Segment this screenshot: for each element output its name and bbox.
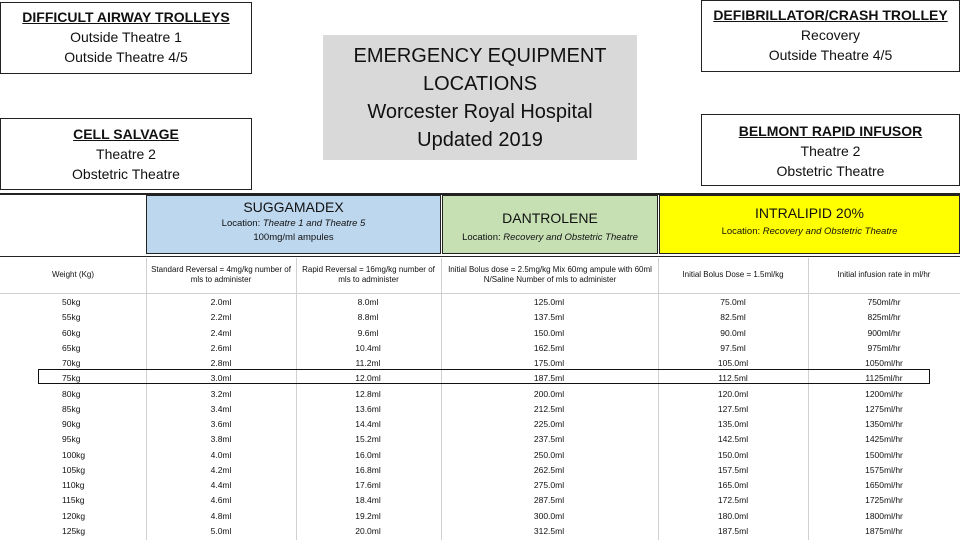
difficult-airway-line-1: Outside Theatre 1 xyxy=(70,29,182,45)
cell-infusion-rate: 1800ml/hr xyxy=(865,510,903,521)
cell-intralipid-bolus: 135.0ml xyxy=(717,419,749,429)
col-header-rapid-reversal: Rapid Reversal = 16mg/kg number of mls to administer xyxy=(302,265,435,284)
cell-rapid-reversal: 8.8ml xyxy=(357,312,379,323)
cell-intralipid-bolus: 150.0ml xyxy=(717,449,749,460)
cell-intralipid-bolus: 90.0ml xyxy=(720,327,746,338)
cell-infusion-rate: 1125ml/hr xyxy=(865,373,903,384)
cell-salvage-line-1: Theatre 2 xyxy=(96,146,156,162)
cell-weight: 80kg xyxy=(62,388,81,399)
table-row xyxy=(0,432,960,447)
intralipid-name: INTRALIPID 20% xyxy=(755,205,864,221)
cell-standard-reversal: 2.6ml xyxy=(210,342,232,353)
defibrillator-heading: DEFIBRILLATOR/CRASH TROLLEY xyxy=(713,7,948,23)
cell-standard-reversal: 3.8ml xyxy=(210,434,232,445)
cell-intralipid-bolus: 97.5ml xyxy=(720,342,746,353)
cell-intralipid-bolus: 105.0ml xyxy=(717,358,749,368)
cell-salvage-box xyxy=(0,118,252,190)
cell-rapid-reversal: 14.4ml xyxy=(355,419,381,429)
belmont-heading: BELMONT RAPID INFUSOR xyxy=(738,123,923,139)
cell-infusion-rate: 900ml/hr xyxy=(867,327,901,338)
title-line-4: Updated 2019 xyxy=(417,128,543,151)
table-row xyxy=(0,402,960,417)
col-header-dantrolene-bolus: Initial Bolus dose = 2.5mg/kg Mix 60mg ampule with 60ml N/Saline Number of mls to administer xyxy=(448,265,652,284)
cell-intralipid-bolus: 127.5ml xyxy=(717,403,749,414)
cell-dantrolene-bolus: 150.0ml xyxy=(533,327,565,338)
cell-infusion-rate: 1725ml/hr xyxy=(865,495,903,506)
cell-intralipid-bolus: 172.5ml xyxy=(717,495,749,506)
cell-standard-reversal: 2.4ml xyxy=(210,327,232,338)
cell-standard-reversal: 4.8ml xyxy=(210,510,232,521)
cell-infusion-rate: 1050ml/hr xyxy=(865,358,903,368)
table-row xyxy=(0,387,960,402)
cell-weight: 115kg xyxy=(62,495,85,506)
cell-dantrolene-bolus: 137.5ml xyxy=(533,312,565,323)
cell-rapid-reversal: 12.8ml xyxy=(355,388,381,399)
table-row xyxy=(0,448,960,463)
col-header-infusion-rate: Initial infusion rate in ml/hr xyxy=(837,270,931,279)
table-row xyxy=(0,463,960,478)
cell-standard-reversal: 5.0ml xyxy=(210,525,232,536)
cell-weight: 65kg xyxy=(62,342,81,353)
highlighted-row-outline xyxy=(38,369,930,384)
dantrolene-header xyxy=(442,195,658,254)
cell-weight: 90kg xyxy=(62,419,81,429)
cell-intralipid-bolus: 112.5ml xyxy=(718,373,748,384)
cell-salvage-heading: CELL SALVAGE xyxy=(73,126,179,142)
page-title xyxy=(323,35,637,160)
cell-weight: 60kg xyxy=(62,327,81,338)
belmont-line-1: Theatre 2 xyxy=(800,143,861,159)
cell-weight: 55kg xyxy=(62,312,81,323)
dantrolene-name: DANTROLENE xyxy=(502,210,598,226)
cell-dantrolene-bolus: 225.0ml xyxy=(533,419,565,429)
cell-dantrolene-bolus: 187.5ml xyxy=(533,373,565,384)
cell-standard-reversal: 3.6ml xyxy=(210,419,232,429)
cell-standard-reversal: 3.0ml xyxy=(210,373,232,384)
cell-infusion-rate: 1575ml/hr xyxy=(865,464,903,475)
cell-rapid-reversal: 17.6ml xyxy=(355,480,381,490)
cell-weight: 120kg xyxy=(62,510,86,521)
cell-weight: 105kg xyxy=(62,464,86,475)
cell-dantrolene-bolus: 300.0ml xyxy=(533,510,565,521)
grid-line xyxy=(0,256,960,257)
table-row xyxy=(0,310,960,325)
cell-weight: 110kg xyxy=(62,480,85,490)
cell-infusion-rate: 1425ml/hr xyxy=(865,434,903,445)
cell-rapid-reversal: 12.0ml xyxy=(355,373,381,384)
cell-rapid-reversal: 11.2ml xyxy=(355,358,381,368)
defibrillator-line-1: Recovery xyxy=(800,27,861,43)
cell-infusion-rate: 1350ml/hr xyxy=(865,419,903,429)
cell-intralipid-bolus: 165.0ml xyxy=(717,480,749,490)
cell-dantrolene-bolus: 250.0ml xyxy=(533,449,565,460)
cell-rapid-reversal: 19.2ml xyxy=(355,510,381,521)
difficult-airway-heading: DIFFICULT AIRWAY TROLLEYS xyxy=(22,9,230,25)
cell-dantrolene-bolus: 312.5ml xyxy=(533,525,565,536)
title-line-1: EMERGENCY EQUIPMENT xyxy=(353,44,607,67)
title-line-3: Worcester Royal Hospital xyxy=(367,100,593,123)
cell-weight: 100kg xyxy=(62,449,86,460)
cell-intralipid-bolus: 142.5ml xyxy=(717,434,749,445)
grid-line xyxy=(0,293,960,294)
suggamadex-header xyxy=(146,195,441,254)
cell-standard-reversal: 4.0ml xyxy=(210,449,232,460)
cell-standard-reversal: 4.6ml xyxy=(210,495,232,506)
cell-standard-reversal: 4.4ml xyxy=(210,480,232,490)
cell-rapid-reversal: 8.0ml xyxy=(357,297,379,307)
cell-rapid-reversal: 9.6ml xyxy=(357,327,379,338)
table-row xyxy=(0,509,960,524)
cell-rapid-reversal: 13.6ml xyxy=(355,403,381,414)
cell-intralipid-bolus: 180.0ml xyxy=(717,510,749,521)
cell-rapid-reversal: 16.8ml xyxy=(355,464,381,475)
cell-dantrolene-bolus: 212.5ml xyxy=(533,403,565,414)
cell-weight: 125kg xyxy=(62,525,86,536)
col-header-weight: Weight (Kg) xyxy=(51,270,95,279)
dantrolene-location: Location: Recovery and Obstetric Theatre xyxy=(462,232,638,243)
defibrillator-box xyxy=(701,0,960,72)
cell-infusion-rate: 975ml/hr xyxy=(867,342,901,353)
cell-rapid-reversal: 18.4ml xyxy=(355,495,381,506)
table-row xyxy=(0,417,960,432)
cell-infusion-rate: 1275ml/hr xyxy=(865,403,903,414)
intralipid-header xyxy=(659,195,960,254)
table-row xyxy=(0,341,960,356)
cell-salvage-line-2: Obstetric Theatre xyxy=(72,166,180,182)
cell-dantrolene-bolus: 162.5ml xyxy=(533,342,565,353)
cell-standard-reversal: 3.2ml xyxy=(210,388,232,399)
cell-standard-reversal: 2.8ml xyxy=(210,358,232,368)
belmont-box xyxy=(701,114,960,186)
cell-infusion-rate: 1500ml/hr xyxy=(865,449,903,460)
cell-standard-reversal: 4.2ml xyxy=(210,464,232,475)
cell-infusion-rate: 1200ml/hr xyxy=(865,388,903,399)
cell-dantrolene-bolus: 237.5ml xyxy=(533,434,565,445)
title-line-2: LOCATIONS xyxy=(422,72,538,95)
belmont-line-2: Obstetric Theatre xyxy=(776,163,885,179)
cell-weight: 85kg xyxy=(62,403,81,414)
cell-standard-reversal: 2.0ml xyxy=(210,297,232,307)
cell-dantrolene-bolus: 287.5ml xyxy=(533,495,565,506)
cell-weight: 70kg xyxy=(62,358,81,368)
cell-rapid-reversal: 10.4ml xyxy=(355,342,381,353)
cell-intralipid-bolus: 75.0ml xyxy=(720,297,746,307)
table-row xyxy=(0,493,960,508)
cell-rapid-reversal: 16.0ml xyxy=(355,449,381,460)
cell-dantrolene-bolus: 262.5ml xyxy=(533,464,565,475)
cell-standard-reversal: 2.2ml xyxy=(210,312,232,323)
col-header-intralipid-bolus: Initial Bolus Dose = 1.5ml/kg xyxy=(682,270,784,279)
cell-rapid-reversal: 20.0ml xyxy=(355,525,381,536)
defibrillator-line-2: Outside Theatre 4/5 xyxy=(768,47,893,63)
cell-dantrolene-bolus: 275.0ml xyxy=(533,480,565,490)
table-row xyxy=(0,524,960,539)
cell-dantrolene-bolus: 200.0ml xyxy=(533,388,565,399)
cell-rapid-reversal: 15.2ml xyxy=(355,434,381,445)
table-row xyxy=(0,478,960,493)
cell-intralipid-bolus: 120.0ml xyxy=(717,388,749,399)
difficult-airway-line-2: Outside Theatre 4/5 xyxy=(64,49,188,65)
cell-infusion-rate: 1875ml/hr xyxy=(865,525,903,536)
cell-weight: 95kg xyxy=(62,434,81,445)
cell-weight: 50kg xyxy=(62,297,81,307)
cell-dantrolene-bolus: 175.0ml xyxy=(533,358,565,368)
table-row xyxy=(0,295,960,310)
cell-infusion-rate: 825ml/hr xyxy=(867,312,901,323)
cell-weight: 75kg xyxy=(62,373,81,384)
intralipid-location: Location: Recovery and Obstetric Theatre xyxy=(721,226,898,237)
cell-dantrolene-bolus: 125.0ml xyxy=(533,297,565,307)
suggamadex-location: Location: Theatre 1 and Theatre 5 xyxy=(221,218,366,229)
suggamadex-note: 100mg/ml ampules xyxy=(253,232,334,243)
suggamadex-name: SUGGAMADEX xyxy=(243,199,344,215)
difficult-airway-box xyxy=(0,2,252,74)
cell-standard-reversal: 3.4ml xyxy=(210,403,232,414)
col-header-standard-reversal: Standard Reversal = 4mg/kg number of mls to administer xyxy=(151,265,291,284)
cell-intralipid-bolus: 187.5ml xyxy=(717,525,749,536)
cell-infusion-rate: 1650ml/hr xyxy=(865,480,903,490)
table-row xyxy=(0,326,960,341)
cell-intralipid-bolus: 157.5ml xyxy=(717,464,749,475)
cell-intralipid-bolus: 82.5ml xyxy=(720,312,746,323)
cell-infusion-rate: 750ml/hr xyxy=(867,297,901,307)
